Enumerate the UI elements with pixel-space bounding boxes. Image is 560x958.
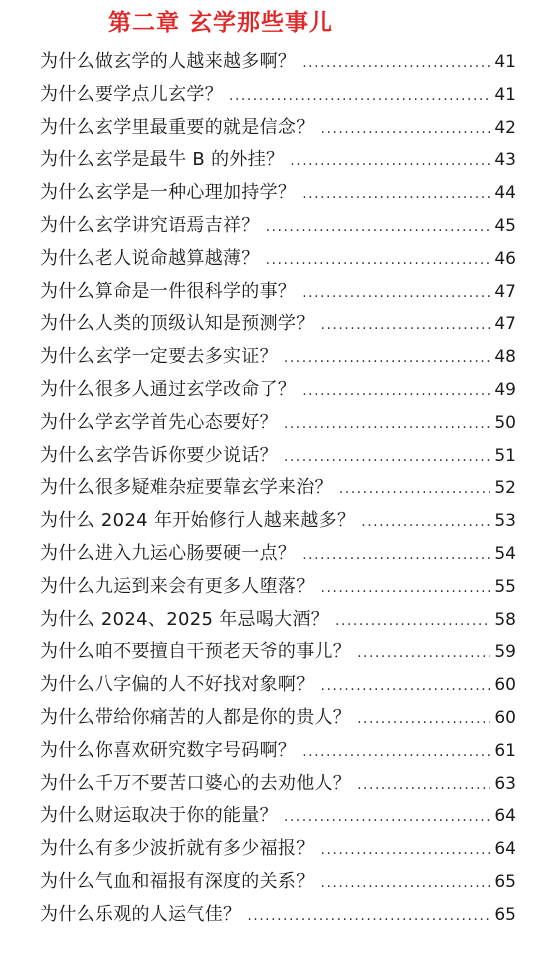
toc-leader-dots bbox=[302, 47, 490, 80]
toc-page-number: 43 bbox=[494, 150, 516, 171]
toc-leader-dots bbox=[284, 342, 490, 375]
toc-entry bbox=[40, 505, 516, 538]
toc-entry-title: 为什么人类的顶级认知是预测学？ bbox=[40, 313, 315, 335]
toc-entry-title: 为什么玄学是最牛 B 的外挂？ bbox=[40, 149, 285, 171]
toc-leader-dots bbox=[302, 178, 490, 211]
toc-leader-dots bbox=[357, 769, 490, 802]
toc-entry bbox=[40, 800, 516, 833]
toc-entry bbox=[40, 669, 516, 702]
toc-page-number: 54 bbox=[494, 543, 516, 564]
toc-entry-title: 为什么八字偏的人不好找对象啊？ bbox=[40, 674, 315, 696]
toc-leader-dots bbox=[335, 605, 490, 638]
toc-entry bbox=[40, 899, 516, 932]
toc-leader-dots bbox=[321, 572, 491, 605]
toc-entry bbox=[40, 308, 516, 341]
toc-entry-title: 为什么 2024、2025 年忌喝大酒？ bbox=[40, 608, 330, 630]
toc-entry-title: 为什么要学点儿玄学？ bbox=[40, 83, 223, 105]
toc-entry bbox=[40, 604, 516, 637]
toc-leader-dots bbox=[284, 408, 490, 441]
toc-page-number: 63 bbox=[494, 773, 516, 794]
toc-leader-dots bbox=[229, 80, 490, 113]
toc-page-number: 64 bbox=[494, 839, 516, 860]
toc-leader-dots bbox=[284, 441, 490, 474]
toc-page-number: 61 bbox=[494, 740, 516, 761]
toc-page-number: 47 bbox=[494, 314, 516, 335]
toc-page-number: 58 bbox=[494, 609, 516, 630]
toc-page-number: 46 bbox=[494, 248, 516, 269]
toc-leader-dots bbox=[302, 277, 490, 310]
toc-page-number: 41 bbox=[494, 84, 516, 105]
toc-page-number: 55 bbox=[494, 576, 516, 597]
toc-page-number: 59 bbox=[494, 642, 516, 663]
toc-page-number: 47 bbox=[494, 281, 516, 302]
toc-entry-title: 为什么玄学告诉你要少说话？ bbox=[40, 444, 278, 466]
toc-entry bbox=[40, 472, 516, 505]
toc-page-number: 50 bbox=[494, 412, 516, 433]
toc-entry bbox=[40, 46, 516, 79]
toc-page-number: 64 bbox=[494, 806, 516, 827]
toc-leader-dots bbox=[266, 244, 490, 277]
toc-page-number: 60 bbox=[494, 707, 516, 728]
toc-leader-dots bbox=[284, 801, 490, 834]
toc-entry-title: 为什么做玄学的人越来越多啊？ bbox=[40, 51, 297, 72]
toc-leader-dots bbox=[321, 867, 491, 900]
toc-entry-title: 为什么财运取决于你的能量？ bbox=[40, 805, 278, 827]
toc-page-number: 51 bbox=[494, 445, 516, 466]
toc-entry bbox=[40, 735, 516, 768]
toc-leader-dots bbox=[266, 211, 490, 244]
toc-entry-title: 为什么进入九运心肠要硬一点？ bbox=[40, 542, 297, 564]
toc-leader-dots bbox=[357, 703, 490, 736]
toc-entry bbox=[40, 243, 516, 276]
toc-page-number: 65 bbox=[494, 871, 516, 892]
toc-entry-title: 为什么玄学里最重要的就是信念？ bbox=[40, 116, 315, 138]
toc-entry bbox=[40, 79, 516, 112]
toc-entry-title: 为什么玄学是一种心理加持学？ bbox=[40, 182, 297, 204]
toc-leader-dots bbox=[321, 834, 491, 867]
toc-page-number: 52 bbox=[494, 478, 516, 499]
toc-leader-dots bbox=[302, 375, 490, 408]
toc-entry bbox=[40, 538, 516, 571]
toc-entry-title: 为什么老人说命越算越薄？ bbox=[40, 247, 260, 269]
toc-entry-title: 为什么你喜欢研究数字号码啊？ bbox=[40, 739, 297, 761]
toc-leader-dots bbox=[321, 113, 491, 146]
toc-entry bbox=[40, 144, 516, 177]
toc-leader-dots bbox=[247, 900, 490, 933]
chapter-title: 第二章 玄学那些事儿 bbox=[108, 10, 334, 36]
toc-page-number: 42 bbox=[494, 117, 516, 138]
toc-entry-title: 为什么学玄学首先心态要好？ bbox=[40, 411, 278, 433]
toc-entry bbox=[40, 177, 516, 210]
toc-entry-title: 为什么 2024 年开始修行人越来越多？ bbox=[40, 510, 356, 532]
toc-entry bbox=[40, 440, 516, 473]
toc-entry-title: 为什么乐观的人运气佳？ bbox=[40, 903, 242, 925]
toc-entry bbox=[40, 636, 516, 669]
toc-page-number: 45 bbox=[494, 215, 516, 236]
toc-leader-dots bbox=[290, 145, 490, 178]
toc-page-number: 48 bbox=[494, 347, 516, 368]
toc-entry-title: 为什么很多疑难杂症要靠玄学来治？ bbox=[40, 477, 333, 499]
toc-entry bbox=[40, 374, 516, 407]
toc-entry bbox=[40, 866, 516, 899]
toc-entry-title: 为什么千万不要苦口婆心的去劝他人？ bbox=[40, 772, 352, 794]
table-of-contents bbox=[40, 46, 516, 932]
toc-entry-title: 为什么气血和福报有深度的关系？ bbox=[40, 870, 315, 892]
toc-entry-title: 为什么带给你痛苦的人都是你的贵人？ bbox=[40, 706, 352, 728]
toc-entry bbox=[40, 702, 516, 735]
toc-entry bbox=[40, 407, 516, 440]
toc-leader-dots bbox=[302, 539, 490, 572]
toc-page-number: 49 bbox=[494, 379, 516, 400]
toc-entry bbox=[40, 341, 516, 374]
toc-leader-dots bbox=[357, 637, 490, 670]
toc-entry bbox=[40, 833, 516, 866]
toc-page-number: 53 bbox=[494, 511, 516, 532]
toc-entry bbox=[40, 276, 516, 309]
toc-entry bbox=[40, 210, 516, 243]
toc-leader-dots bbox=[361, 506, 490, 539]
toc-page-number: 44 bbox=[494, 183, 516, 204]
toc-leader-dots bbox=[321, 670, 491, 703]
toc-page-number: 60 bbox=[494, 675, 516, 696]
toc-leader-dots bbox=[321, 309, 491, 342]
toc-entry-title: 为什么九运到来会有更多人堕落？ bbox=[40, 575, 315, 597]
toc-entry-title: 为什么很多人通过玄学改命了？ bbox=[40, 378, 297, 400]
toc-entry-title: 为什么有多少波折就有多少福报？ bbox=[40, 838, 315, 860]
toc-entry-title: 为什么算命是一件很科学的事？ bbox=[40, 280, 297, 302]
toc-entry-title: 为什么玄学讲究语焉吉祥？ bbox=[40, 214, 260, 236]
toc-entry bbox=[40, 112, 516, 145]
toc-page-number: 65 bbox=[494, 904, 516, 925]
toc-entry-title: 为什么咱不要擅自干预老天爷的事儿？ bbox=[40, 641, 352, 663]
toc-entry bbox=[40, 768, 516, 801]
toc-entry-title: 为什么玄学一定要去多实证？ bbox=[40, 346, 278, 368]
toc-page-number: 41 bbox=[494, 52, 516, 72]
toc-leader-dots bbox=[302, 736, 490, 769]
toc-entry bbox=[40, 571, 516, 604]
toc-leader-dots bbox=[339, 473, 490, 506]
